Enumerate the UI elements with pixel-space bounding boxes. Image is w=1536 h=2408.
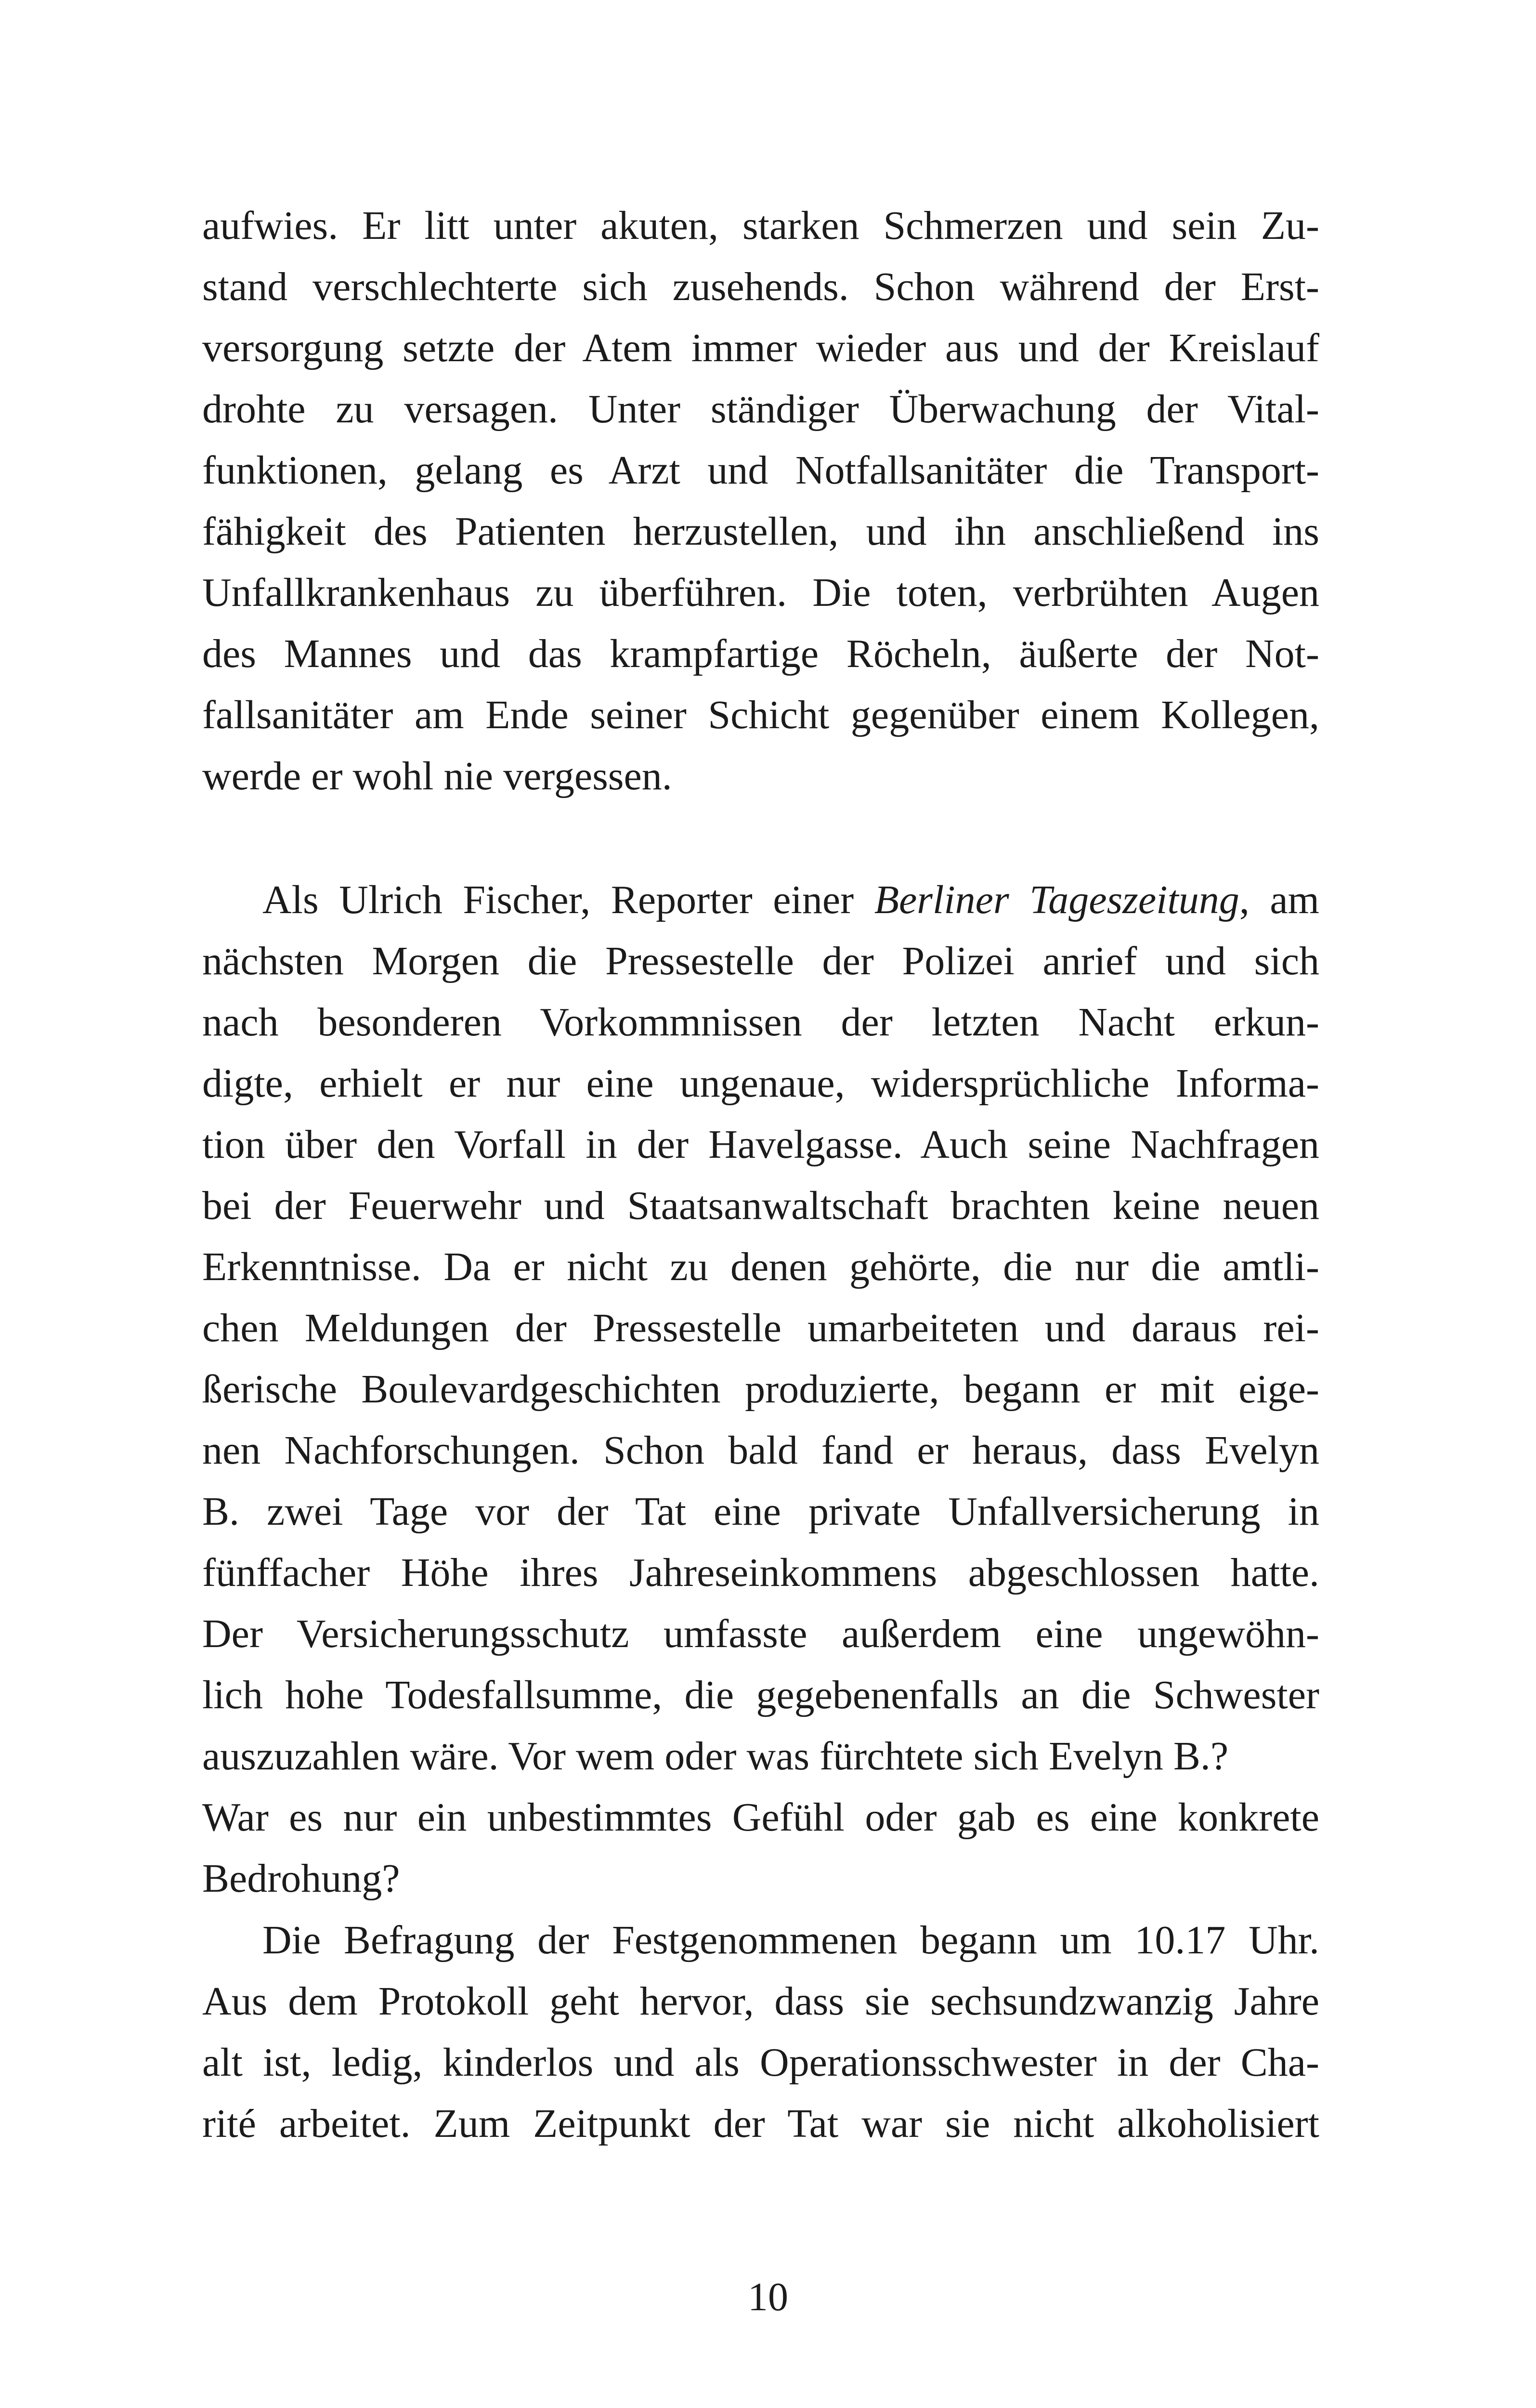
text-line: stand verschlechterte sich zusehends. Schon während der Erst- [202,264,1319,309]
text-line: des Mannes und das krampfartige Röcheln, äußerte der Not- [202,631,1319,676]
text-line: auszuzahlen wäre. Vor wem oder was fürchtete sich Evelyn B.? [202,1734,1229,1779]
text-line: Bedrohung? [202,1856,400,1901]
text-line: fünffacher Höhe ihres Jahreseinkommens abgeschlossen hatte. [202,1550,1319,1595]
text-line: drohte zu versagen. Unter ständiger Überwachung der Vital- [202,387,1319,432]
text-line: nach besonderen Vorkommnissen der letzten Nacht erkun- [202,1000,1319,1045]
newspaper-title: Berliner Tageszeitung [874,877,1239,922]
text-line: War es nur ein unbestimmtes Gefühl oder gab es eine konkrete [202,1795,1319,1840]
text-line: bei der Feuerwehr und Staatsanwaltschaft brachten keine neuen [202,1183,1319,1228]
paragraph-reporter [202,869,1319,1909]
text-line: alt ist, ledig, kinderlos und als Operationsschwester in der Cha- [202,2040,1319,2085]
text-run: , am [1239,877,1319,922]
text-line: tion über den Vorfall in der Havelgasse. Auch seine Nachfragen [202,1122,1319,1167]
text-line: nächsten Morgen die Pressestelle der Polizei anrief und sich [202,939,1319,983]
text-line: Erkenntnisse. Da er nicht zu denen gehörte, die nur die amtli- [202,1244,1319,1289]
text-line: fähigkeit des Patienten herzustellen, und ihn anschließend ins [202,509,1319,554]
text-line: Aus dem Protokoll geht hervor, dass sie sechsundzwanzig Jahre [202,1979,1319,2024]
text-line: fallsanitäter am Ende seiner Schicht gegenüber einem Kollegen, [202,693,1319,737]
text-line: werde er wohl nie vergessen. [202,754,672,798]
paragraph-emergency-care [202,195,1319,807]
text-line: nen Nachforschungen. Schon bald fand er heraus, dass Evelyn [202,1428,1319,1473]
text-run: Als Ulrich Fischer, Reporter einer [262,877,874,922]
text-line: funktionen, gelang es Arzt und Notfallsanitäter die Transport- [202,448,1319,493]
text-line: B. zwei Tage vor der Tat eine private Unfallversicherung in [202,1489,1319,1534]
text-line: Der Versicherungsschutz umfasste außerdem eine ungewöhn- [202,1611,1319,1656]
text-line: chen Meldungen der Pressestelle umarbeiteten und daraus rei- [202,1306,1319,1350]
text-line: aufwies. Er litt unter akuten, starken Schmerzen und sein Zu- [202,203,1319,248]
text-line: Die Befragung der Festgenommenen begann um 10.17 Uhr. [262,1918,1319,1963]
text-line: rité arbeitet. Zum Zeitpunkt der Tat war sie nicht alkoholisiert [202,2101,1319,2146]
text-line-first [202,869,1319,930]
text-line: ßerische Boulevardgeschichten produzierte, begann er mit eige- [202,1367,1319,1412]
text-line: Unfallkrankenhaus zu überführen. Die toten, verbrühten Augen [202,570,1319,615]
paragraph-interrogation [202,1910,1319,2154]
page-number: 10 [748,2275,788,2319]
text-line: versorgung setzte der Atem immer wieder aus und der Kreislauf [202,326,1319,370]
text-line: digte, erhielt er nur eine ungenaue, widersprüchliche Informa- [202,1061,1319,1106]
text-line: lich hohe Todesfallsumme, die gegebenenfalls an die Schwester [202,1673,1319,1717]
